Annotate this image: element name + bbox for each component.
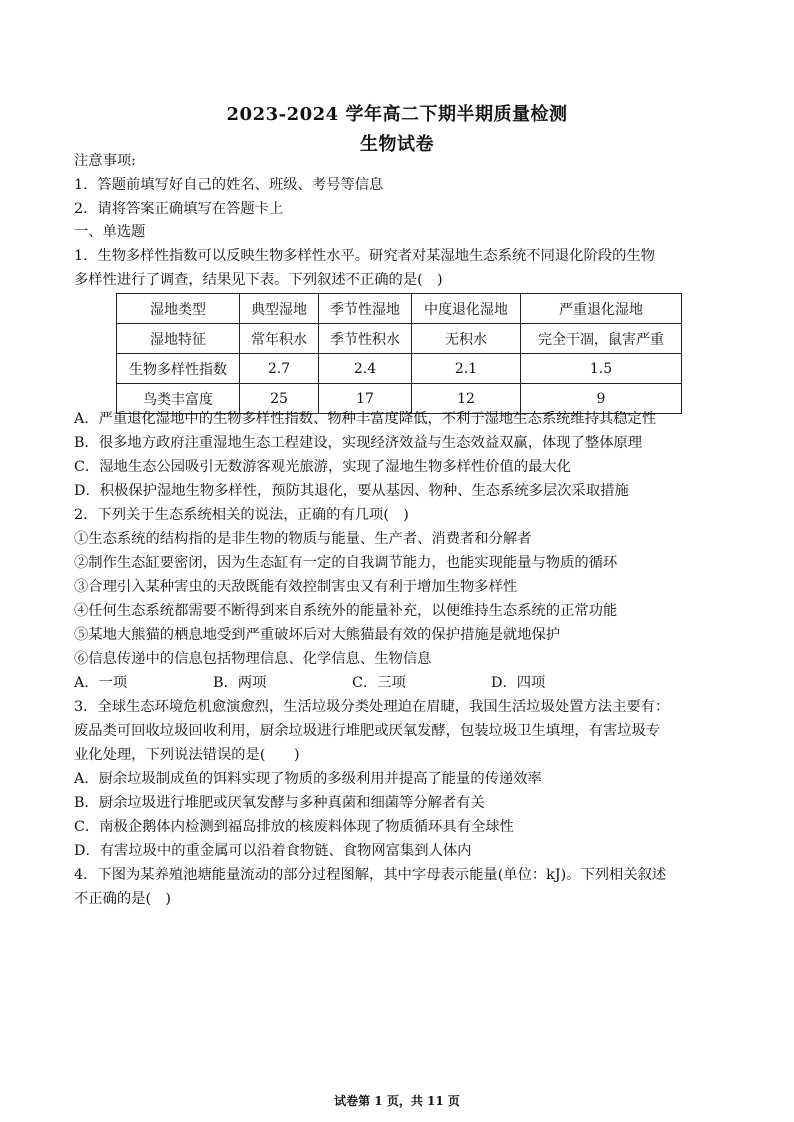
- table-cell: 鸟类丰富度: [117, 384, 240, 414]
- q4-stem-line: 不正确的是( ): [74, 891, 171, 907]
- notes-heading: 注意事项:: [74, 153, 137, 169]
- q3-option-d: D．有害垃圾中的重金属可以沿着食物链、食物网富集到人体内: [74, 843, 472, 859]
- table-cell: 2.1: [412, 354, 521, 384]
- q2-statement: ①生态系统的结构指的是非生物的物质与能量、生产者、消费者和分解者: [74, 531, 532, 547]
- table-cell: 季节性湿地: [319, 294, 412, 324]
- exam-subtitle: 生物试卷: [360, 134, 434, 155]
- q3-option-b: B．厨余垃圾进行堆肥或厌氧发酵与多种真菌和细菌等分解者有关: [74, 795, 485, 811]
- table-cell: 2.7: [240, 354, 319, 384]
- q3-option-a: A．厨余垃圾制成鱼的饵料实现了物质的多级利用并提高了能量的传递效率: [74, 771, 542, 787]
- table-cell: 生物多样性指数: [117, 354, 240, 384]
- table-cell: 中度退化湿地: [412, 294, 521, 324]
- table-cell: 季节性积水: [319, 324, 412, 354]
- q2-stem: 2．下列关于生态系统相关的说法，正确的有几项( ): [74, 507, 409, 523]
- table-cell: 9: [521, 384, 682, 414]
- table-cell: 常年积水: [240, 324, 319, 354]
- q3-option-c: C．南极企鹅体内检测到福岛排放的核废料体现了物质循环具有全球性: [74, 819, 514, 835]
- table-row: [117, 294, 682, 324]
- q2-option-d: D．四项: [491, 675, 546, 691]
- q2-option-b: B．两项: [213, 675, 267, 691]
- note-item: 1．答题前填写好自己的姓名、班级、考号等信息: [74, 177, 384, 193]
- table-cell: 严重退化湿地: [521, 294, 682, 324]
- q1-option-d: D．积极保护湿地生物多样性，预防其退化，要从基因、物种、生态系统多层次采取措施: [74, 483, 629, 499]
- table-cell: 1.5: [521, 354, 682, 384]
- q1-option-c: C．湿地生态公园吸引无数游客观光旅游，实现了湿地生物多样性价值的最大化: [74, 459, 572, 475]
- q1-option-b: B．很多地方政府注重湿地生态工程建设，实现经济效益与生态效益双赢，体现了整体原理: [74, 435, 643, 451]
- q2-statement: ④任何生态系统都需要不断得到来自系统外的能量补充，以便维持生态系统的正常功能: [74, 603, 618, 619]
- q3-stem-line: 废品类可回收垃圾回收利用，厨余垃圾进行堆肥或厌氧发酵，包装垃圾卫生填埋，有害垃圾专: [74, 723, 661, 739]
- page-footer: 试卷第 1 页，共 11 页: [334, 1094, 460, 1108]
- table-cell: 2.4: [319, 354, 412, 384]
- exam-title: 2023-2024 学年高二下期半期质量检测: [226, 104, 568, 125]
- table-cell: 典型湿地: [240, 294, 319, 324]
- table-cell: 完全干凅，鼠害严重: [521, 324, 682, 354]
- q1-option-a: A．严重退化湿地中的生物多样性指数、物种丰富度降低，不利于湿地生态系统维持其稳定性: [74, 411, 657, 427]
- wetland-table: [116, 293, 682, 414]
- table-cell: 湿地类型: [117, 294, 240, 324]
- table-row: [117, 324, 682, 354]
- q1-stem-line: 1．生物多样性指数可以反映生物多样性水平。研究者对某湿地生态系统不同退化阶段的生物: [74, 248, 655, 264]
- q1-stem-line: 多样性进行了调查，结果见下表。下列叙述不正确的是( ): [74, 272, 443, 288]
- q2-options: [74, 672, 734, 694]
- table-cell: 无积水: [412, 324, 521, 354]
- q2-option-c: C．三项: [352, 675, 406, 691]
- note-item: 2．请将答案正确填写在答题卡上: [74, 201, 284, 217]
- q4-stem-line: 4．下图为某养殖池塘能量流动的部分过程图解，其中字母表示能量(单位：kJ)。下列相关叙述: [74, 867, 667, 883]
- q3-stem-line: 业化处理，下列说法错误的是( ): [74, 747, 300, 763]
- section-heading: 一、单选题: [74, 224, 146, 240]
- q2-statement: ⑥信息传递中的信息包括物理信息、化学信息、生物信息: [74, 651, 432, 667]
- q2-statement: ②制作生态缸要密闭，因为生态缸有一定的自我调节能力，也能实现能量与物质的循环: [74, 555, 618, 571]
- table-cell: 12: [412, 384, 521, 414]
- table-cell: 湿地特征: [117, 324, 240, 354]
- table-cell: 17: [319, 384, 412, 414]
- q2-option-a: A．一项: [74, 675, 128, 691]
- q2-statement: ③合理引入某种害虫的天敌既能有效控制害虫又有利于增加生物多样性: [74, 579, 518, 595]
- table-row: [117, 354, 682, 384]
- q3-stem-line: 3．全球生态环境危机愈演愈烈，生活垃圾分类处理迫在眉睫，我国生活垃圾处置方法主要有：: [74, 699, 670, 715]
- q2-statement: ⑤某地大熊猫的栖息地受到严重破坏后对大熊猫最有效的保护措施是就地保护: [74, 627, 561, 643]
- table-cell: 25: [240, 384, 319, 414]
